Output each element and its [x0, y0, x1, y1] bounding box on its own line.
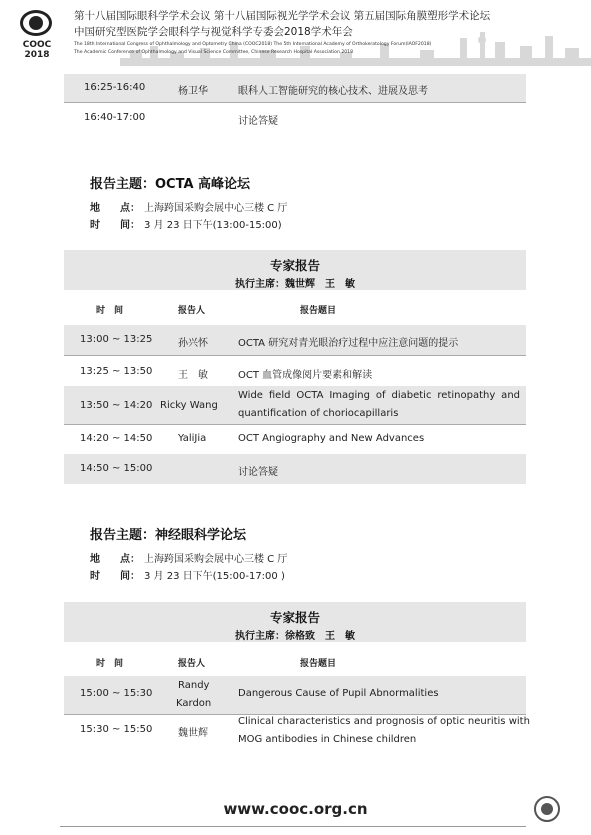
column-header-speaker: 报告人	[178, 306, 206, 316]
row-divider	[64, 102, 526, 103]
website-url: www.cooc.org.cn	[223, 800, 368, 818]
box-title: 专家报告	[269, 610, 320, 625]
column-header-topic: 报告题目	[300, 306, 337, 316]
section-time: 时 间： 3 月 23 日下午(13:00-15:00)	[90, 220, 282, 231]
section-time: 时 间： 3 月 23 日下午(15:00-17:00 )	[90, 571, 285, 582]
section-location: 地 点： 上海跨国采购会展中心三楼 C 厅	[90, 554, 288, 565]
section-title: 报告主题：神经眼科学论坛	[90, 528, 247, 543]
section-location: 地 点： 上海跨国采购会展中心三楼 C 厅	[90, 203, 288, 214]
column-header-speaker: 报告人	[178, 659, 206, 669]
page-header	[0, 0, 591, 66]
header-title-line1: 第十八届国际眼科学学术会议 第十八届国际视光学学术会议 第五届国际角膜塑形学术论坛	[74, 10, 491, 22]
header-subtitle-line1: The 18th International Congress of Ophthalmology and Optometry China (COOC2018) The 5th International Academy of Orthokeratology Forum(IAOF2018)	[74, 42, 432, 47]
cooc-logo: COOC 2018	[10, 8, 64, 58]
column-header-time: 时 间	[96, 659, 124, 669]
chair-line: 执行主席：徐格致 王 敏	[235, 631, 355, 642]
column-header-topic: 报告题目	[300, 659, 337, 669]
header-subtitle-line2: The Academic Conference of Ophthalmology and Visual Science Committee, Chinese Research Hospital Association 2018	[74, 50, 354, 55]
section-title: 报告主题：OCTA 高峰论坛	[90, 177, 251, 192]
column-header-time: 时 间	[96, 306, 124, 316]
chair-line: 执行主席：魏世辉 王 敏	[235, 279, 355, 290]
header-title-line2: 中国研究型医院学会眼科学与视觉科学专委会2018学术年会	[74, 26, 353, 38]
footer-divider	[60, 826, 526, 827]
box-title: 专家报告	[269, 258, 320, 273]
